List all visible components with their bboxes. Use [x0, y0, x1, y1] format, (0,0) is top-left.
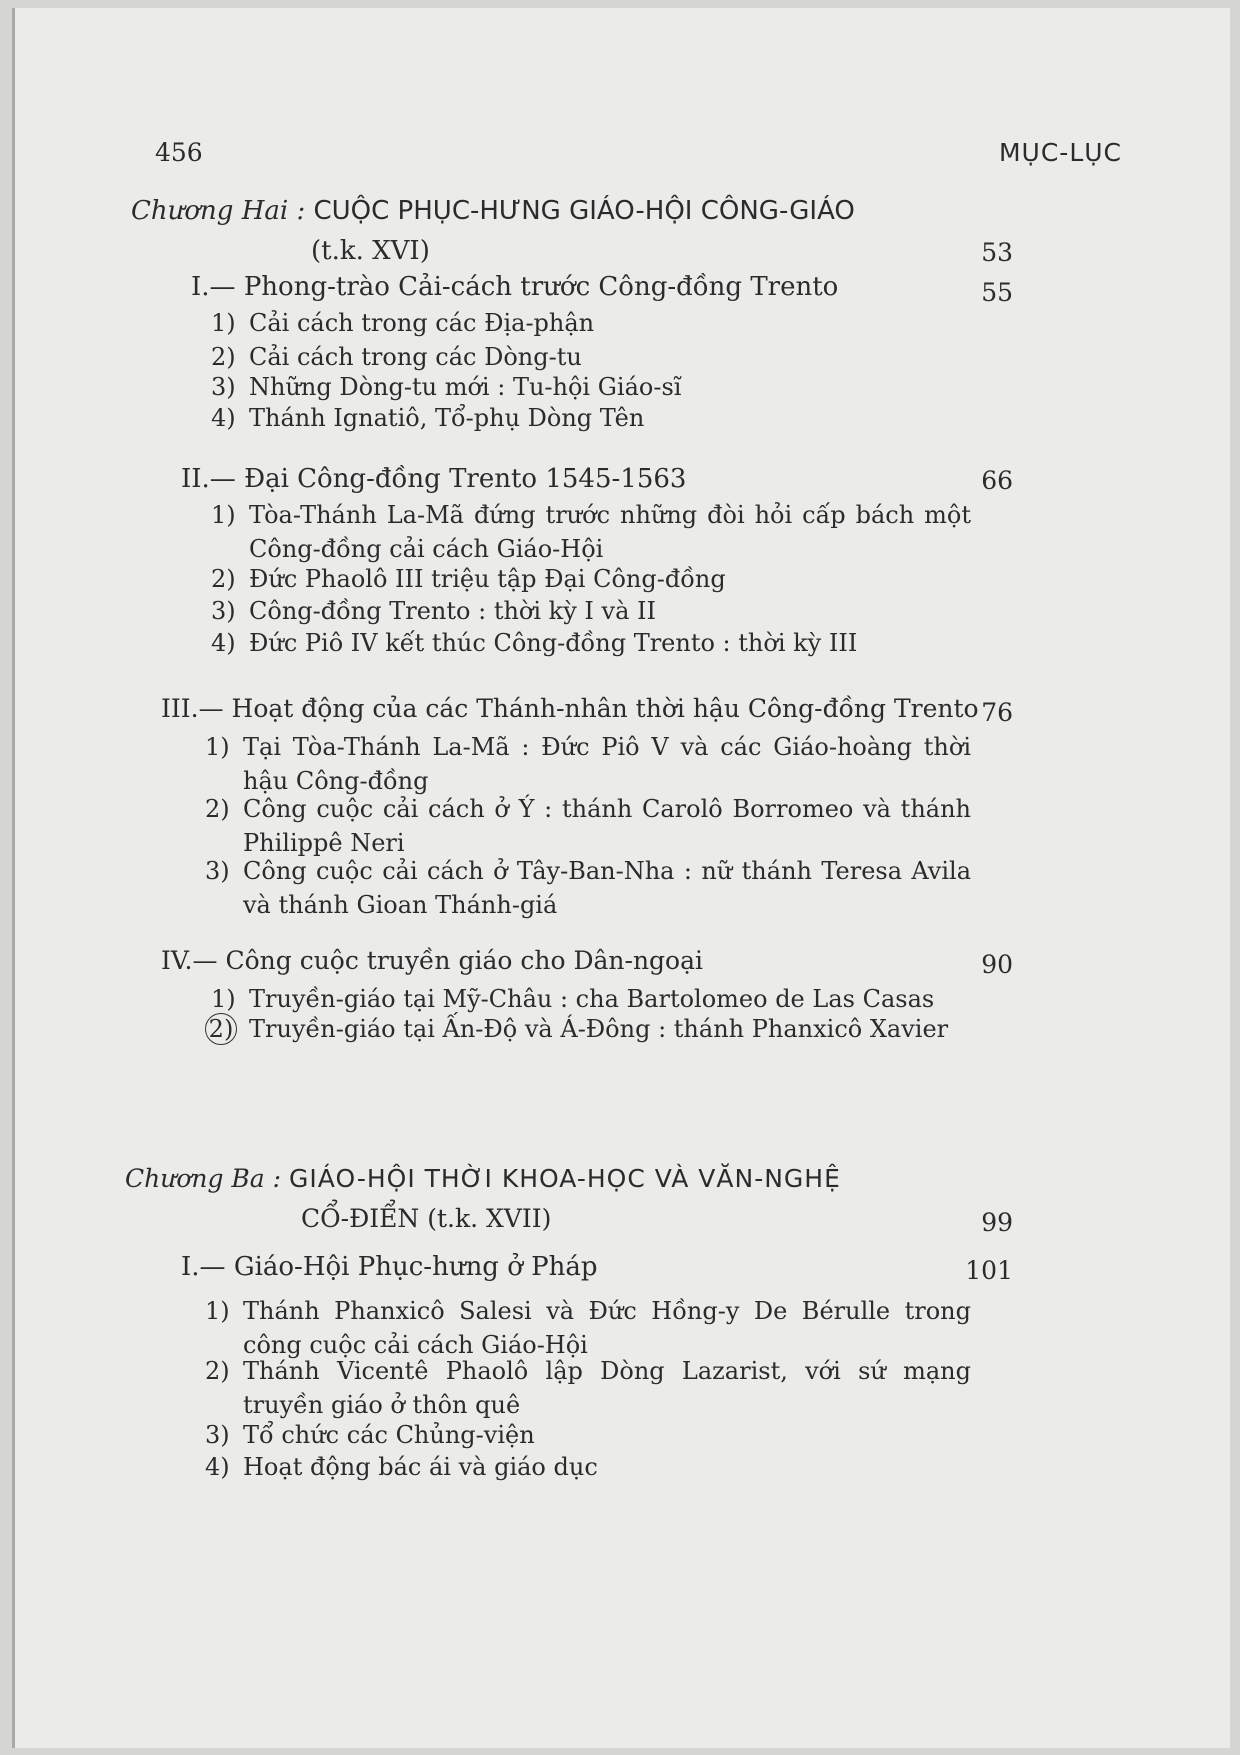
- section-heading: [161, 694, 979, 723]
- list-item: 1) Tại Tòa-Thánh La-Mã : Đức Piô V và các Giáo-hoàng thời hậu Công-đồng: [205, 733, 971, 795]
- section-title: Hoạt động của các Thánh-nhân thời hậu Công-đồng Trento: [231, 694, 979, 723]
- chapter-title: GIÁO-HỘI THỜI KHOA-HỌC VÀ VĂN-NGHỆ: [289, 1164, 841, 1193]
- chapter-heading: [131, 196, 855, 226]
- section-page: 66: [981, 466, 1013, 495]
- list-item: 1) Thánh Phanxicô Salesi và Đức Hồng-y De Bérulle trong công cuộc cải cách Giáo-Hội: [205, 1297, 971, 1359]
- section-page: 55: [981, 278, 1013, 307]
- list-item: 3) Công-đồng Trento : thời kỳ I và II: [211, 597, 656, 625]
- chapter-label: Chương Ba :: [125, 1164, 282, 1193]
- section-heading: [181, 464, 686, 494]
- section-title: Đại Công-đồng Trento 1545-1563: [244, 464, 687, 494]
- list-item: 4) Thánh Ignatiô, Tổ-phụ Dòng Tên: [211, 404, 645, 432]
- page-header: [155, 138, 1122, 178]
- section-heading: [181, 1252, 598, 1282]
- chapter-label: Chương Hai :: [131, 196, 306, 226]
- chapter-title-cont: CỔ-ĐIỂN (t.k. XVII): [301, 1204, 552, 1233]
- chapter-page: 99: [981, 1208, 1013, 1237]
- list-item: 1) Cải cách trong các Địa-phận: [211, 309, 595, 337]
- section-numeral: I.—: [191, 272, 236, 302]
- section-title: Phong-trào Cải-cách trước Công-đồng Trento: [243, 272, 839, 302]
- list-item: 1) Truyền-giáo tại Mỹ-Châu : cha Bartolomeo de Las Casas: [211, 985, 935, 1013]
- page-number: 456: [155, 138, 203, 167]
- chapter-title: CUỘC PHỤC-HƯNG GIÁO-HỘI CÔNG-GIÁO: [313, 196, 855, 226]
- list-item: 2) Truyền-giáo tại Ấn-Độ và Á-Đông : thánh Phanxicô Xavier: [211, 1012, 971, 1046]
- list-item: 1) Tòa-Thánh La-Mã đứng trước những đòi hỏi cấp bách một Công-đồng cải cách Giáo-Hội: [211, 501, 971, 563]
- section-numeral: I.—: [181, 1252, 226, 1282]
- list-item: 4) Hoạt động bác ái và giáo dục: [205, 1453, 598, 1481]
- list-item: 2) Đức Phaolô III triệu tập Đại Công-đồng: [211, 565, 726, 593]
- section-page: 90: [981, 950, 1013, 979]
- section-numeral: III.—: [161, 694, 224, 723]
- book-page: [12, 8, 1230, 1748]
- section-title: Công cuộc truyền giáo cho Dân-ngoại: [225, 946, 704, 975]
- section-title: Giáo-Hội Phục-hưng ở Pháp: [233, 1252, 598, 1282]
- section-numeral: IV.—: [161, 946, 218, 975]
- list-item: 2) Cải cách trong các Dòng-tu: [211, 343, 582, 371]
- circled-number: 2): [205, 1013, 237, 1045]
- chapter-page: 53: [981, 238, 1013, 267]
- section-numeral: II.—: [181, 464, 236, 494]
- chapter-title-cont: (t.k. XVI): [311, 236, 430, 266]
- list-item: 3) Công cuộc cải cách ở Tây-Ban-Nha : nữ thánh Teresa Avila và thánh Gioan Thánh-giá: [205, 857, 971, 919]
- section-page: 101: [965, 1256, 1013, 1285]
- list-item: 4) Đức Piô IV kết thúc Công-đồng Trento : thời kỳ III: [211, 629, 858, 657]
- section-page: 76: [981, 698, 1013, 727]
- chapter-heading: [125, 1164, 841, 1193]
- running-title: MỤC-LỤC: [998, 138, 1122, 167]
- list-item: 3) Tổ chức các Chủng-viện: [205, 1421, 535, 1449]
- list-item: 2) Công cuộc cải cách ở Ý : thánh Carolô Borromeo và thánh Philippê Neri: [205, 795, 971, 857]
- list-item: 3) Những Dòng-tu mới : Tu-hội Giáo-sĩ: [211, 373, 682, 401]
- section-heading: [161, 946, 703, 975]
- section-heading: [191, 272, 838, 302]
- list-item: 2) Thánh Vicentê Phaolô lập Dòng Lazarist, với sứ mạng truyền giáo ở thôn quê: [205, 1357, 971, 1419]
